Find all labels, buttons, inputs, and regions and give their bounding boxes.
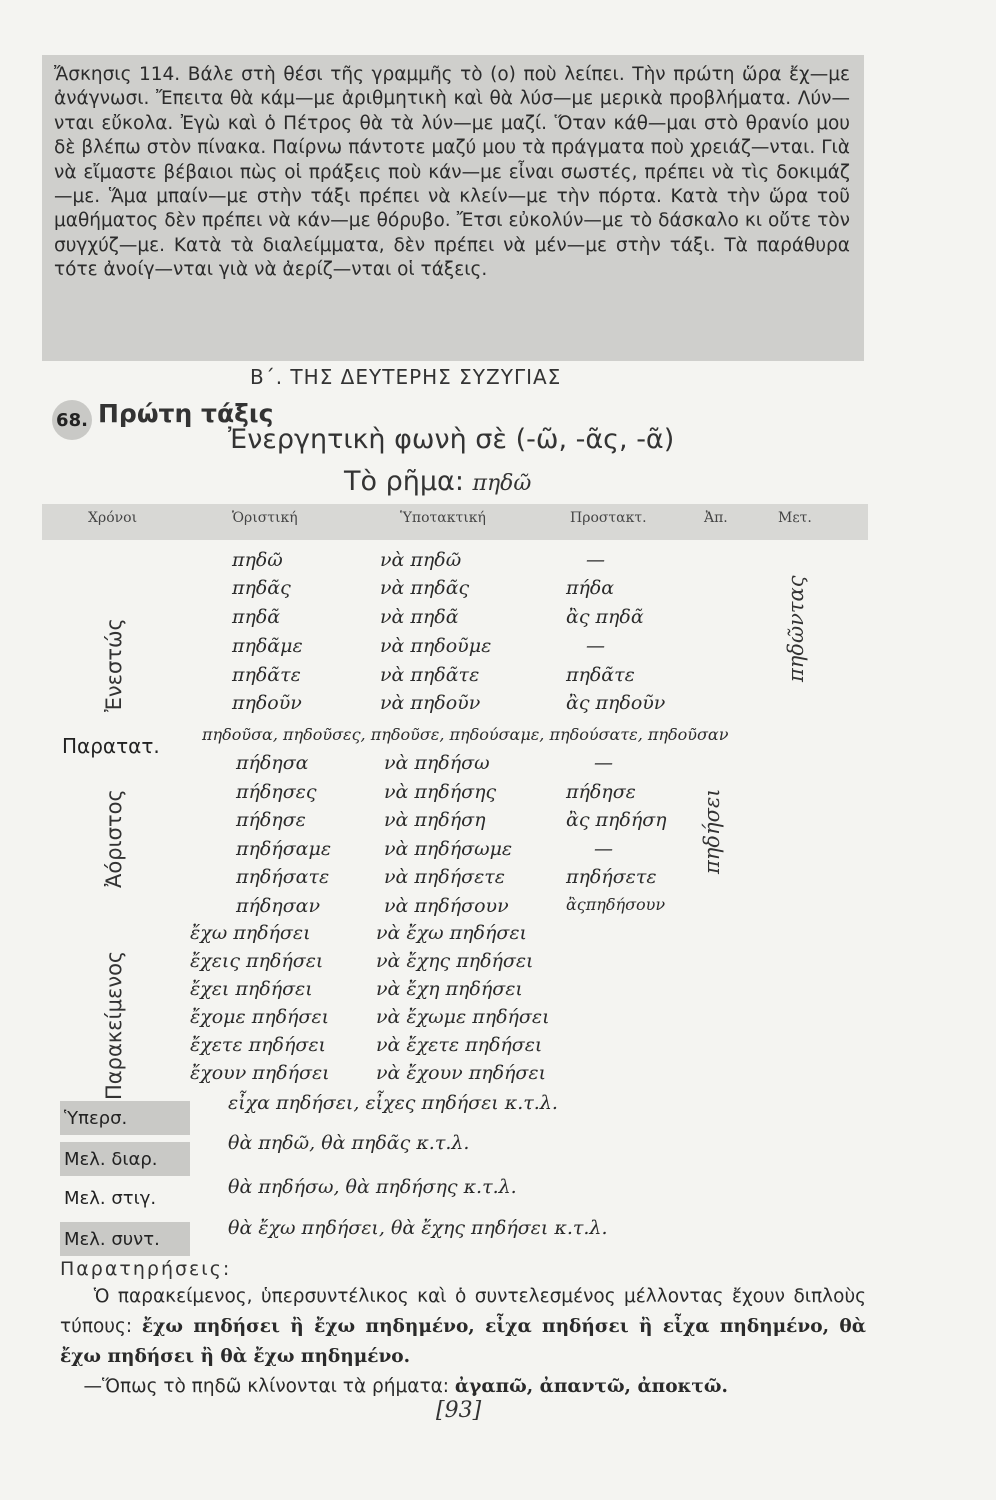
aorist-sub-2: νὰ πηδήσης — [384, 781, 497, 803]
present-sub-2: νὰ πηδᾶς — [380, 577, 470, 599]
note-1-forms: ἔχω πηδήσει ἢ ἔχω πηδημένο, εἶχα πηδήσει ἢ εἶχα πηδημένο, θὰ ἔχω πηδήσει ἢ θὰ ἔχω πηδημένο. — [60, 1316, 866, 1367]
perfect-sub-6: νὰ ἔχουν πηδήσει — [376, 1062, 547, 1084]
aorist-ind-4: πηδήσαμε — [236, 838, 332, 860]
future-continuous-forms: θὰ πηδῶ, θὰ πηδᾶς κ.τ.λ. — [228, 1132, 470, 1154]
present-label: Ἐνεστώς — [102, 618, 126, 712]
perfect-ind-4: ἔχομε πηδήσει — [190, 1006, 330, 1028]
imperfect-label: Παρατατ. — [62, 734, 160, 758]
future-continuous-label: Μελ. διαρ. — [60, 1142, 190, 1176]
aorist-ind-5: πηδήσατε — [236, 866, 330, 888]
header-infinitive: Ἀπ. — [704, 510, 728, 526]
verb-line — [344, 466, 531, 497]
notes-body — [60, 1282, 866, 1402]
header-tenses: Χρόνοι — [88, 510, 138, 526]
note-1 — [60, 1282, 866, 1372]
aorist-imp-3: ἂς πηδήση — [566, 809, 667, 831]
perfect-label: Παρακείμενος — [102, 950, 126, 1100]
exercise-text: Ἄσκησις 114. Βάλε στὴ θέσι τῆς γραμμῆς τὸ (ο) ποὺ λείπει. Τὴν πρώτη ὥρα ἔχ—με ἀνάγνωσι. Ἔπειτα θὰ κάμ—με ἀριθμητικὴ καὶ θὰ λύσ—με μερικὰ προβλήματα. Λύν—νται εὔκολα. Ἐγὼ καὶ ὁ Πέτρος θὰ τὰ λύν—με μαζί. Ὅταν κάθ—μαι στὸ θρανίο μου δὲ βλέπω στὸν πίνακα. Παίρνω πάντοτε μαζύ μου τὰ πράγματα ποὺ χρειάζ—νται. Γιὰ νὰ εἴμαστε βέβαιοι πὼς οἱ πράξεις ποὺ κάν—με εἶναι σωστές, πρέπει νὰ τὶς δοκιμάζ—με. Ἅμα μπαίν—με στὴν τάξι πρέπει νὰ κλείν—με τὴν πόρτα. Κατὰ τὴν ὥρα τοῦ μαθήματος δὲν πρέπει νὰ κάν—με θόρυβο. Ἔτσι εὐκολύν—με τὸ δάσκαλο κι οὔτε τὸν συγχύζ—με. Κατὰ τὰ διαλείμματα, δὲν πρέπει νὰ μέν—με στὴν τάξι. Τὰ παράθυρα τότε ἀνοίγ—νται γιὰ νὰ ἀερίζ—νται οἱ τάξεις. — [54, 64, 850, 281]
aorist-imp-4: — — [594, 838, 613, 860]
perfect-sub-4: νὰ ἔχωμε πηδήσει — [376, 1006, 550, 1028]
aorist-ind-6: πήδησαν — [236, 895, 321, 917]
perfect-sub-3: νὰ ἔχη πηδήσει — [376, 978, 523, 1000]
lesson-title: Πρώτη τάξις — [98, 399, 274, 428]
future-perfect-forms: θὰ ἔχω πηδήσει, θὰ ἔχης πηδήσει κ.τ.λ. — [228, 1217, 608, 1239]
perfect-sub-1: νὰ ἔχω πηδήσει — [376, 922, 527, 944]
present-ind-4: πηδᾶμε — [232, 635, 303, 657]
header-subjunctive: Ὑποτακτική — [400, 510, 486, 526]
aorist-imp-2: πήδησε — [566, 781, 636, 803]
aorist-sub-4: νὰ πηδήσωμε — [384, 838, 513, 860]
voice-title: Ἐνεργητικὴ φωνὴ σὲ (-ῶ, -ᾶς, -ᾶ) — [228, 424, 675, 455]
future-perfect-label: Μελ. συντ. — [60, 1222, 190, 1256]
aorist-imp-5: πηδήσετε — [566, 866, 657, 888]
notes-title: Παρατηρήσεις: — [60, 1258, 232, 1280]
present-participle: πηδῶντας — [784, 575, 808, 682]
perfect-ind-6: ἔχουν πηδήσει — [190, 1062, 330, 1084]
imperfect-forms: πηδοῦσα, πηδοῦσες, πηδοῦσε, πηδούσαμε, πηδούσατε, πηδοῦσαν — [202, 725, 729, 744]
present-ind-1: πηδῶ — [232, 549, 283, 571]
verb: πηδῶ — [472, 471, 532, 496]
perfect-ind-2: ἔχεις πηδήσει — [190, 950, 324, 972]
lesson-number-badge: 68. — [52, 400, 92, 440]
present-imp-5: πηδᾶτε — [566, 664, 635, 686]
present-imp-4: — — [586, 635, 605, 657]
perfect-sub-5: νὰ ἔχετε πηδήσει — [376, 1034, 543, 1056]
aorist-ind-1: πήδησα — [236, 752, 309, 774]
note-2-verbs: ἀγαπῶ, ἀπαντῶ, ἀποκτῶ. — [454, 1376, 728, 1397]
section-title: Β΄. ΤΗΣ ΔΕΥΤΕΡΗΣ ΣΥΖΥΓΙΑΣ — [250, 365, 562, 389]
aorist-infinitive: πηδήσει — [700, 788, 724, 874]
perfect-ind-1: ἔχω πηδήσει — [190, 922, 311, 944]
perfect-ind-5: ἔχετε πηδήσει — [190, 1034, 326, 1056]
present-imp-1: — — [586, 549, 605, 571]
aorist-ind-2: πήδησες — [236, 781, 317, 803]
perfect-sub-2: νὰ ἔχης πηδήσει — [376, 950, 534, 972]
present-ind-2: πηδᾶς — [232, 577, 291, 599]
present-ind-3: πηδᾶ — [232, 606, 281, 628]
page-number: [93] — [436, 1398, 482, 1423]
aorist-imp-1: — — [594, 752, 613, 774]
present-sub-4: νὰ πηδοῦμε — [380, 635, 492, 657]
note-2-text: —Ὅπως τὸ πηδῶ κλίνονται τὰ ρήματα: — [83, 1376, 450, 1397]
present-imp-3: ἂς πηδᾶ — [566, 606, 644, 628]
present-sub-1: νὰ πηδῶ — [380, 549, 462, 571]
aorist-sub-1: νὰ πηδήσω — [384, 752, 490, 774]
future-simple-forms: θὰ πηδήσω, θὰ πηδήσης κ.τ.λ. — [228, 1176, 517, 1198]
note-1-text: Ὁ παρακείμενος, ὑπερσυντέλικος καὶ ὁ συντελεσμένος μέλλοντας ἔχουν διπλοὺς τύπους: — [60, 1286, 867, 1337]
perfect-ind-3: ἔχει πηδήσει — [190, 978, 313, 1000]
header-indicative: Ὁριστική — [232, 510, 298, 526]
aorist-sub-5: νὰ πηδήσετε — [384, 866, 505, 888]
present-ind-6: πηδοῦν — [232, 692, 302, 714]
exercise-box — [42, 55, 864, 361]
present-imp-6: ἂς πηδοῦν — [566, 692, 666, 714]
aorist-imp-6: ἂςπηδήσουν — [566, 895, 666, 914]
present-sub-3: νὰ πηδᾶ — [380, 606, 459, 628]
aorist-sub-6: νὰ πηδήσουν — [384, 895, 509, 917]
aorist-label: Ἀόριστος — [102, 789, 126, 888]
pluperfect-label: Ὑπερσ. — [60, 1101, 190, 1135]
pluperfect-forms: εἶχα πηδήσει, εἶχες πηδήσει κ.τ.λ. — [228, 1092, 558, 1114]
header-imperative: Προστακτ. — [570, 510, 647, 526]
aorist-sub-3: νὰ πηδήση — [384, 809, 486, 831]
present-sub-6: νὰ πηδοῦν — [380, 692, 481, 714]
present-ind-5: πηδᾶτε — [232, 664, 301, 686]
aorist-ind-3: πήδησε — [236, 809, 306, 831]
present-imp-2: πήδα — [566, 577, 615, 599]
verb-label: Τὸ ρῆμα: — [344, 466, 464, 497]
header-participle: Μετ. — [778, 510, 812, 526]
present-sub-5: νὰ πηδᾶτε — [380, 664, 480, 686]
future-simple-label: Μελ. στιγ. — [64, 1188, 157, 1209]
